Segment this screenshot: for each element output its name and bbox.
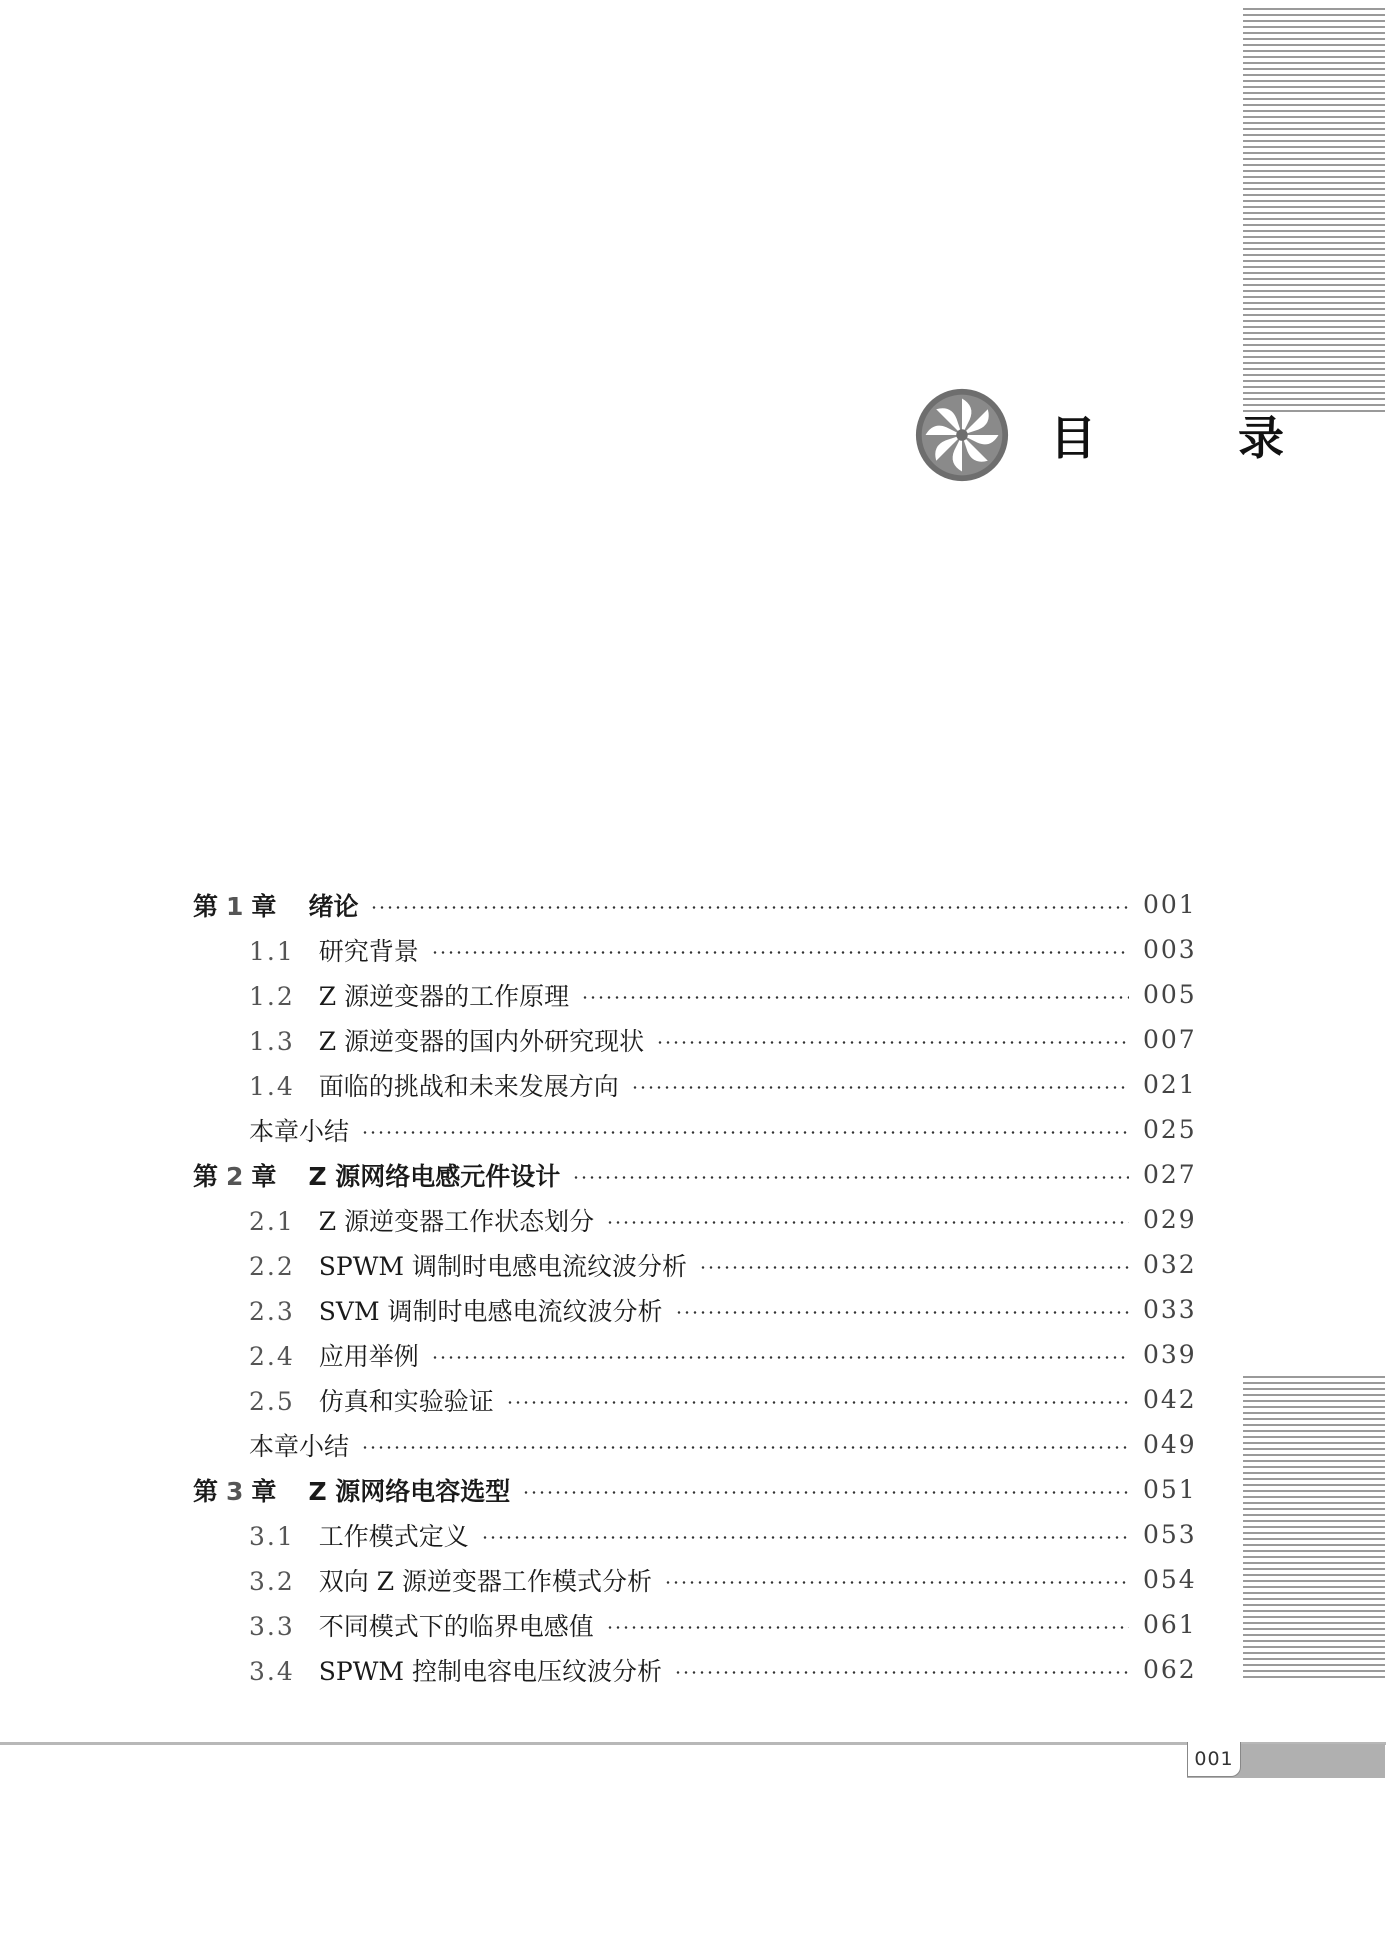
toc-page-number: 001 bbox=[1143, 890, 1197, 919]
section-number: 1.2 bbox=[249, 981, 295, 1011]
section-number: 1.4 bbox=[249, 1071, 295, 1101]
toc-page-number: 027 bbox=[1143, 1160, 1197, 1189]
toc-page-number: 053 bbox=[1143, 1520, 1197, 1549]
toc-entry-label bbox=[193, 1472, 510, 1508]
chapter-suffix: 章 bbox=[251, 1476, 279, 1506]
section-number: 3.3 bbox=[249, 1611, 295, 1641]
toc-page-number: 061 bbox=[1143, 1610, 1197, 1639]
toc-section-row[interactable] bbox=[193, 1332, 1197, 1377]
pinwheel-logo-icon bbox=[914, 387, 1010, 483]
toc-page-number: 051 bbox=[1143, 1475, 1197, 1504]
footer-rule bbox=[0, 1742, 1386, 1745]
section-title: SPWM 调制时电感电流纹波分析 bbox=[318, 1251, 687, 1281]
toc-section-row[interactable] bbox=[193, 1377, 1197, 1422]
dot-leader bbox=[675, 1311, 1130, 1314]
dot-leader bbox=[481, 1536, 1129, 1539]
chapter-number: 2 bbox=[226, 1161, 246, 1191]
toc-entry-label bbox=[193, 1157, 560, 1193]
section-number: 3.2 bbox=[249, 1566, 295, 1596]
section-title: 面临的挑战和未来发展方向 bbox=[318, 1071, 619, 1101]
dot-leader bbox=[699, 1266, 1129, 1269]
section-title: 研究背景 bbox=[318, 936, 419, 966]
toc-chapter-row[interactable] bbox=[193, 1467, 1197, 1512]
page-title: 目 录 bbox=[1050, 411, 1332, 465]
toc-entry-label bbox=[249, 1067, 619, 1103]
chapter-title: 绪论 bbox=[308, 891, 359, 921]
toc-entry-label bbox=[249, 1652, 662, 1688]
toc-entry-label bbox=[249, 1292, 663, 1328]
dot-leader bbox=[431, 1356, 1129, 1359]
dot-leader bbox=[606, 1221, 1129, 1224]
toc-section-row[interactable] bbox=[193, 1557, 1197, 1602]
toc-page-number: 049 bbox=[1143, 1430, 1197, 1459]
section-title: SPWM 控制电容电压纹波分析 bbox=[318, 1656, 662, 1686]
dot-leader bbox=[361, 1446, 1129, 1449]
toc-chapter-row[interactable] bbox=[193, 1152, 1197, 1197]
toc-entry-label bbox=[193, 887, 358, 923]
toc-section-row[interactable] bbox=[193, 1512, 1197, 1557]
toc-page-number: 042 bbox=[1143, 1385, 1197, 1414]
section-title: 应用举例 bbox=[318, 1341, 419, 1371]
toc-entry-label bbox=[249, 1607, 594, 1643]
section-number: 2.5 bbox=[249, 1386, 295, 1416]
chapter-suffix: 章 bbox=[251, 1161, 279, 1191]
toc-section-row[interactable] bbox=[193, 1647, 1197, 1692]
toc-section-row[interactable] bbox=[193, 1242, 1197, 1287]
section-title: Z 源逆变器的工作原理 bbox=[318, 981, 570, 1011]
section-number: 3.1 bbox=[249, 1521, 295, 1551]
chapter-title: Z 源网络电感元件设计 bbox=[308, 1161, 561, 1191]
section-title: 不同模式下的临界电感值 bbox=[318, 1611, 594, 1641]
section-title: Z 源逆变器工作状态划分 bbox=[318, 1206, 595, 1236]
dot-leader bbox=[370, 906, 1129, 909]
section-number: 2.3 bbox=[249, 1296, 295, 1326]
section-title: 双向 Z 源逆变器工作模式分析 bbox=[318, 1566, 653, 1596]
section-title: 仿真和实验验证 bbox=[318, 1386, 494, 1416]
toc-entry-label bbox=[249, 1022, 644, 1058]
toc-page-number: 021 bbox=[1143, 1070, 1197, 1099]
dot-leader bbox=[656, 1041, 1129, 1044]
dot-leader bbox=[606, 1626, 1129, 1629]
section-title: 本章小结 bbox=[249, 1431, 350, 1461]
dot-leader bbox=[674, 1671, 1129, 1674]
toc-entry-label bbox=[249, 1427, 349, 1463]
section-number: 2.1 bbox=[249, 1206, 295, 1236]
section-title: 本章小结 bbox=[249, 1116, 350, 1146]
toc-section-row[interactable] bbox=[193, 1602, 1197, 1647]
toc-page-number: 032 bbox=[1143, 1250, 1197, 1279]
chapter-prefix: 第 bbox=[193, 1476, 221, 1506]
chapter-title: Z 源网络电容选型 bbox=[308, 1476, 511, 1506]
toc-entry-label bbox=[249, 1202, 594, 1238]
toc-page-number: 029 bbox=[1143, 1205, 1197, 1234]
toc-page-number: 007 bbox=[1143, 1025, 1197, 1054]
toc-page-number: 003 bbox=[1143, 935, 1197, 964]
section-title: SVM 调制时电感电流纹波分析 bbox=[318, 1296, 663, 1326]
toc-section-row[interactable] bbox=[193, 1107, 1197, 1152]
toc-entry-label bbox=[249, 1562, 652, 1598]
toc-page-number: 054 bbox=[1143, 1565, 1197, 1594]
dot-leader bbox=[664, 1581, 1129, 1584]
toc-page-number: 039 bbox=[1143, 1340, 1197, 1369]
dot-leader bbox=[631, 1086, 1129, 1089]
toc-page-number: 025 bbox=[1143, 1115, 1197, 1144]
decorative-stripes-top bbox=[1243, 8, 1385, 414]
dot-leader bbox=[522, 1491, 1129, 1494]
chapter-prefix: 第 bbox=[193, 891, 221, 921]
dot-leader bbox=[581, 996, 1129, 999]
chapter-suffix: 章 bbox=[251, 891, 279, 921]
section-title: Z 源逆变器的国内外研究现状 bbox=[318, 1026, 645, 1056]
section-number: 2.2 bbox=[249, 1251, 295, 1281]
toc-entry-label bbox=[249, 1382, 494, 1418]
toc-section-row[interactable] bbox=[193, 1017, 1197, 1062]
section-number: 2.4 bbox=[249, 1341, 295, 1371]
chapter-prefix: 第 bbox=[193, 1161, 221, 1191]
toc-section-row[interactable] bbox=[193, 1197, 1197, 1242]
toc-section-row[interactable] bbox=[193, 927, 1197, 972]
dot-leader bbox=[506, 1401, 1129, 1404]
toc-chapter-row[interactable] bbox=[193, 882, 1197, 927]
dot-leader bbox=[572, 1176, 1129, 1179]
toc-page-number: 005 bbox=[1143, 980, 1197, 1009]
chapter-number: 1 bbox=[226, 891, 246, 921]
chapter-number: 3 bbox=[226, 1476, 246, 1506]
toc-section-row[interactable] bbox=[193, 1062, 1197, 1107]
section-number: 1.3 bbox=[249, 1026, 295, 1056]
toc-entry-label bbox=[249, 1112, 349, 1148]
dot-leader bbox=[431, 951, 1129, 954]
dot-leader bbox=[361, 1131, 1129, 1134]
toc-entry-label bbox=[249, 1337, 419, 1373]
toc-section-row[interactable] bbox=[193, 972, 1197, 1017]
toc-page-number: 062 bbox=[1143, 1655, 1197, 1684]
toc-section-row[interactable] bbox=[193, 1287, 1197, 1332]
decorative-stripes-bottom bbox=[1243, 1376, 1385, 1682]
section-title: 工作模式定义 bbox=[318, 1521, 469, 1551]
toc-page-number: 033 bbox=[1143, 1295, 1197, 1324]
toc-entry-label bbox=[249, 932, 419, 968]
page-number: 001 bbox=[1187, 1742, 1241, 1777]
toc-section-row[interactable] bbox=[193, 1422, 1197, 1467]
toc-entry-label bbox=[249, 1247, 687, 1283]
toc-entry-label bbox=[249, 1517, 469, 1553]
toc-entry-label bbox=[249, 977, 569, 1013]
section-number: 1.1 bbox=[249, 936, 295, 966]
table-of-contents bbox=[193, 882, 1197, 1692]
page-header bbox=[914, 385, 1332, 485]
section-number: 3.4 bbox=[249, 1656, 295, 1686]
